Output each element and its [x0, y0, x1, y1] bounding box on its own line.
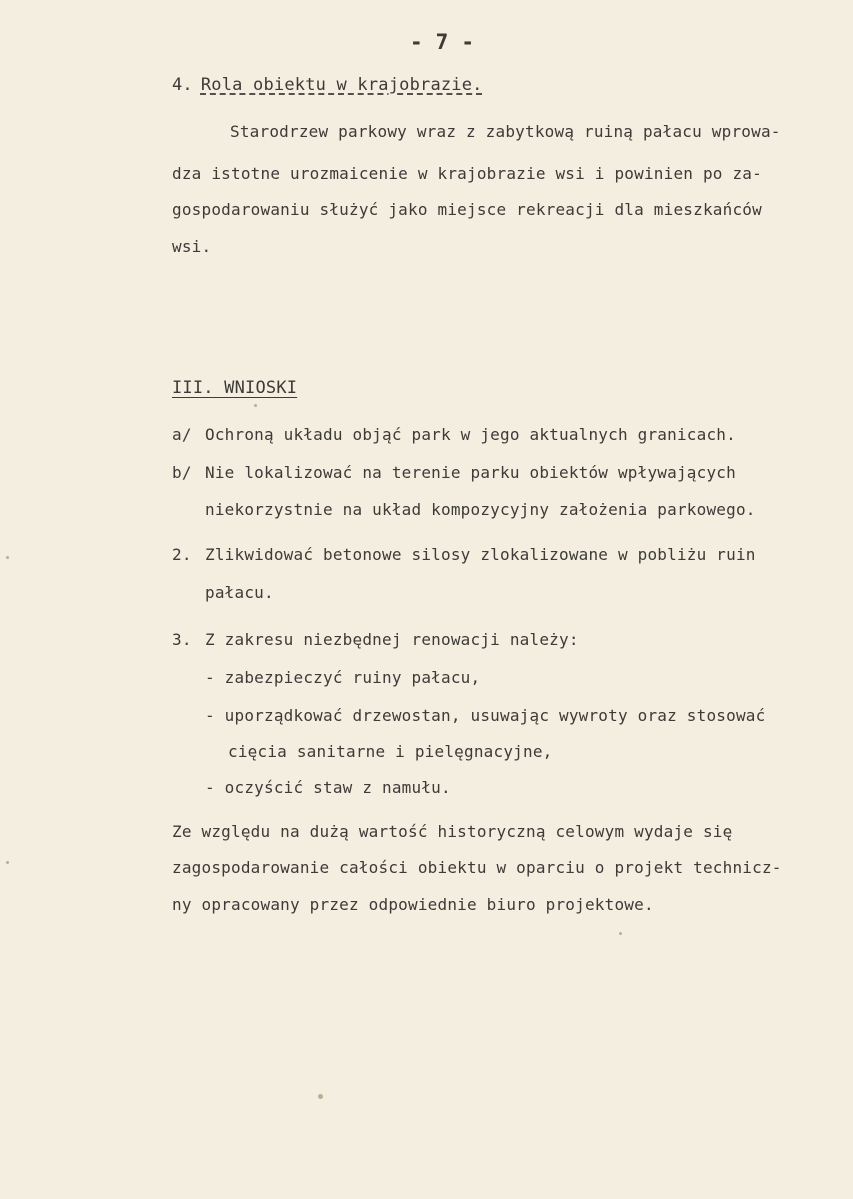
item-b-text-line-2: niekorzystnie na układ kompozycyjny założenia parkowego. — [205, 500, 756, 519]
item-b-text-line-1: Nie lokalizować na terenie parku obiektów wpływających — [205, 463, 736, 482]
item-b-marker: b/ — [172, 463, 192, 482]
item-3-sub-2-line-1: - uporządkować drzewostan, usuwając wywroty oraz stosować — [205, 706, 766, 725]
closing-paragraph-line-2: zagospodarowanie całości obiektu w oparciu o projekt technicz- — [172, 858, 782, 877]
item-3-sub-2-line-2: cięcia sanitarne i pielęgnacyjne, — [228, 742, 553, 761]
section-4-title: Rola obiektu w krajobrazie. — [200, 75, 483, 95]
conclusion-item-b-line-1 — [172, 463, 736, 482]
paper-speck — [6, 861, 9, 864]
paper-speck — [6, 556, 9, 559]
closing-paragraph-line-1: Ze względu na dużą wartość historyczną celowym wydaje się — [172, 822, 733, 841]
item-2-text-line-1: Zlikwidować betonowe silosy zlokalizowane w pobliżu ruin — [205, 545, 756, 564]
item-2-marker: 2. — [172, 545, 192, 564]
paper-speck — [254, 404, 257, 407]
section-4-paragraph-line-1: Starodrzew parkowy wraz z zabytkową ruiną pałacu wprowa- — [230, 122, 781, 141]
section-4-heading — [172, 75, 483, 95]
closing-paragraph-line-3: ny opracowany przez odpowiednie biuro projektowe. — [172, 895, 654, 914]
paper-speck — [619, 932, 622, 935]
conclusion-item-3-line-1 — [172, 630, 579, 649]
paper-speck — [318, 1094, 323, 1099]
item-3-marker: 3. — [172, 630, 192, 649]
section-4-paragraph-line-2: dza istotne urozmaicenie w krajobrazie wsi i powinien po za- — [172, 164, 762, 183]
section-4-paragraph-line-3: gospodarowaniu służyć jako miejsce rekreacji dla mieszkańców — [172, 200, 762, 219]
item-2-text-line-2: pałacu. — [205, 583, 274, 602]
item-a-marker: a/ — [172, 425, 192, 444]
conclusion-item-2-line-1 — [172, 545, 756, 564]
item-3-sub-3: - oczyścić staw z namułu. — [205, 778, 451, 797]
section-4-number: 4. — [172, 75, 193, 95]
item-a-text: Ochroną układu objąć park w jego aktualnych granicach. — [205, 425, 736, 444]
section-4-paragraph-line-4: wsi. — [172, 237, 212, 256]
conclusion-item-a — [172, 425, 736, 444]
item-3-text-line-1: Z zakresu niezbędnej renowacji należy: — [205, 630, 579, 649]
item-3-sub-1: - zabezpieczyć ruiny pałacu, — [205, 668, 481, 687]
page-number: - 7 - — [410, 30, 475, 54]
section-3-heading: III. WNIOSKI — [172, 378, 298, 398]
